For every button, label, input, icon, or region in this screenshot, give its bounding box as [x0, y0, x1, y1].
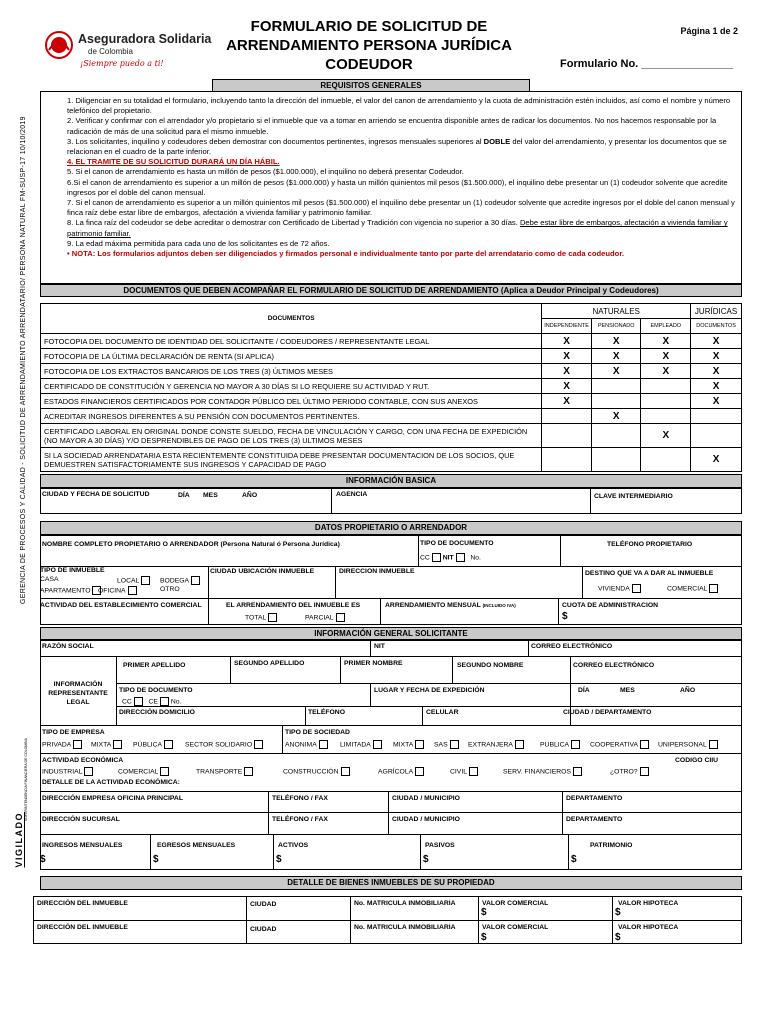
cuota-dollar: $: [562, 611, 568, 622]
agricola-checkbox[interactable]: [415, 767, 424, 776]
anonima-checkbox[interactable]: [319, 740, 328, 749]
ciudad-depto-label: CIUDAD / DEPARTAMENTO: [563, 709, 652, 716]
segundo-nombre-label: SEGUNDO NOMBRE: [457, 662, 524, 669]
table-row: [41, 349, 742, 364]
sidebar-form-code: GERENCIA DE PROCESOS Y CALIDAD - SOLICITUD DE ARRENDAMIENTO ARRENDATARIO/ PERSONA NATURAL FM-SUSP-17 10/10/2019: [20, 116, 27, 604]
doc-mark: [591, 448, 641, 472]
bien-matricula-label: No. MATRICULA INMOBILIARIA: [354, 900, 456, 907]
telefono-fax-label: TELÉFONO / FAX: [272, 795, 328, 802]
requisitos-title: REQUISITOS GENERALES: [212, 79, 530, 92]
doc-mark: X: [691, 364, 742, 379]
doc-mark: X: [641, 334, 691, 349]
rep-ce-checkbox[interactable]: [160, 697, 169, 706]
primer-apellido-label: PRIMER APELLIDO: [123, 662, 186, 669]
solicitante-box: [40, 640, 742, 870]
sector-solidario-checkbox[interactable]: [254, 740, 263, 749]
publica-checkbox[interactable]: [164, 740, 173, 749]
table-row: [41, 334, 742, 349]
nit-checkbox[interactable]: [456, 553, 465, 562]
arrendamiento-mensual-label: ARRENDAMIENTO MENSUAL: [385, 602, 481, 609]
bienes-title: DETALLE DE BIENES INMUEBLES DE SU PROPIEDAD: [40, 876, 742, 890]
doc-mark: [542, 424, 592, 448]
sas-checkbox[interactable]: [450, 740, 459, 749]
solicitante-title: INFORMACIÓN GENERAL SOLICITANTE: [40, 627, 742, 640]
publica2-checkbox[interactable]: [571, 740, 580, 749]
doc-mark: X: [591, 364, 641, 379]
doc-mark: [641, 379, 691, 394]
primer-nombre-label: PRIMER NOMBRE: [344, 660, 403, 667]
logo-name-2: de Colombia: [88, 47, 133, 56]
tipo-sociedad-label: TIPO DE SOCIEDAD: [285, 729, 350, 736]
doc-mark: X: [691, 334, 742, 349]
doc-mark: X: [641, 364, 691, 379]
extranjera-checkbox[interactable]: [515, 740, 524, 749]
el-arrendamiento-label: EL ARRENDAMIENTO DEL INMUEBLE ES: [226, 602, 361, 609]
tipo-empresa-label: TIPO DE EMPRESA: [42, 729, 105, 736]
tramite-warning: 4. EL TRAMITE DE SU SOLICITUD DURARÁ UN DÍA HÁBIL.: [67, 157, 280, 167]
company-logo: [40, 26, 212, 80]
destino-label: DESTINO QUE VA A DAR AL INMUEBLE: [585, 570, 714, 577]
doc-label: CERTIFICADO DE CONSTITUCIÓN Y GERENCIA NO MAYOR A 30 DÍAS SI LO REQUIERE SU ACTIVIDAD Y RUT.: [41, 379, 542, 394]
bien-direccion-label: DIRECCIÓN DEL INMUEBLE: [37, 900, 128, 907]
table-row: [41, 394, 742, 409]
civil-checkbox[interactable]: [469, 767, 478, 776]
propietario-title: DATOS PROPIETARIO O ARRENDADOR: [40, 521, 742, 535]
direccion-inmueble-label: DIRECCION INMUEBLE: [339, 568, 415, 575]
actividad-economica-label: ACTIVIDAD ECONÓMICA: [42, 757, 124, 764]
doc-label: FOTOCOPIA DEL DOCUMENTO DE IDENTIDAD DEL SOLICITANTE / CODEUDORES / REPRESENTANTE LEGAL: [41, 334, 542, 349]
serv-financieros-checkbox[interactable]: [573, 767, 582, 776]
logo-emblem-icon: [44, 30, 74, 60]
nit-label: NIT: [374, 643, 385, 650]
doc-mark: [641, 409, 691, 424]
doc-mark: X: [542, 364, 592, 379]
cuota-admin-label: CUOTA DE ADMINISTRACION: [562, 602, 659, 609]
limitada-checkbox[interactable]: [373, 740, 382, 749]
local-checkbox[interactable]: [141, 576, 150, 585]
doc-mark: X: [691, 379, 742, 394]
unipersonal-checkbox[interactable]: [709, 740, 718, 749]
construccion-checkbox[interactable]: [341, 767, 350, 776]
superintendencia-label: SUPERINTENDENCIA FINANCIERA DE COLOMBIA: [24, 738, 28, 822]
segundo-apellido-label: SEGUNDO APELLIDO: [234, 660, 305, 667]
table-row: [41, 379, 742, 394]
doc-mark: X: [691, 448, 742, 472]
nota-warning: • NOTA: Los formularios adjuntos deben ser diligenciados y firmados personal e individualmente tanto por parte del arrendatario como de cada codeudor.: [67, 249, 624, 259]
doc-mark: [641, 448, 691, 472]
egresos-label: EGRESOS MENSUALES: [157, 842, 236, 849]
direccion-sucursal-label: DIRECCIÓN SUCURSAL: [42, 816, 120, 823]
dia-label: DÍA: [178, 492, 190, 499]
rep-cc-checkbox[interactable]: [134, 697, 143, 706]
otro-checkbox[interactable]: [640, 767, 649, 776]
doc-mark: [641, 394, 691, 409]
ingresos-label: INGRESOS MENSUALES: [42, 842, 123, 849]
cooperativa-checkbox[interactable]: [640, 740, 649, 749]
doc-mark: [691, 409, 742, 424]
tipo-inmueble-label: TIPO DE INMUEBLE: [40, 567, 105, 574]
doc-label: SI LA SOCIEDAD ARRENDATARIA ESTA RECIENTEMENTE CONSTITUIDA DEBE PRESENTAR DOCUMENTACION DE LOS SOCIOS, QUE DEMUESTREN SATISFACTORIAMENTE SUS INGRESOS Y CAPACIDAD DE PAGO: [41, 448, 542, 472]
nombre-propietario-label: NOMBRE COMPLETO PROPIETARIO O ARRENDADOR (Persona Natural ó Persona Jurídica): [42, 541, 340, 548]
bien-valor-hipoteca-label: VALOR HIPOTECA: [618, 900, 679, 907]
table-row: [41, 364, 742, 379]
doc-mark: [591, 424, 641, 448]
clave-label: CLAVE INTERMEDIARIO: [594, 493, 673, 500]
documentos-title: DOCUMENTOS QUE DEBEN ACOMPAÑAR EL FORMULARIO DE SOLICITUD DE ARRENDAMIENTO (Aplica a Deudor Principal y Codeudores): [40, 284, 742, 297]
doc-mark: X: [591, 409, 641, 424]
doc-mark: X: [591, 349, 641, 364]
bodega-checkbox[interactable]: [191, 576, 200, 585]
doc-mark: X: [542, 379, 592, 394]
bien-valor-comercial-label: VALOR COMERCIAL: [482, 900, 549, 907]
doc-label: ESTADOS FINANCIEROS CERTIFICADOS POR CONTADOR PÚBLICO DEL ÚLTIMO PERIODO CONTABLE, CON SUS ANEXOS: [41, 394, 542, 409]
requisitos-box: 1. Diligenciar en su totalidad el formulario, incluyendo tanto la dirección del inmueble, el valor del canon de arrendamiento y la cuota de administración estén incluidos, así como el nombre y número telefónico del propietario. 2. Verificar y confirmar con el arrendador y/o propietario si el inmueble que va a tomar en arriendo se encuentra disponible antes de radicar los documentos. No nos hacemos responsable por la radicación de más de una solicitud para el mismo inmueble. 3. Los solicitantes, inquilino y codeudores deben demostrar con documentos pertinentes, ingresos mensuales superiores al DOBLE del valor del arrendamiento, y presentar los documentos que se relacionan en el cuadro de la parte inferior. 4. EL TRAMITE DE SU SOLICITUD DURARÁ UN DÍA HÁBIL. 5. Si el canon de arrendamiento es hasta un millón de pesos ($1.000.000), el inquilino no deberá presentar Codeudor. 6.Si el canon de arrendamiento es superior a un millón de pesos ($1.000.000) y hasta un millón quinientos mil pesos ($1.500.000), el inquilino debe presentar un (1) codeudor solvente que acredite ingresos por el doble del canon mensual. 7. Si el canon de arrendamiento es superior a un millón quinientos mil pesos ($1.500.000) el inquilino debe presentar un (1) codeudor solvente que acredite ingresos por el doble del canon mensual y finca raíz debe estar libre de embargos, afectación a vivienda familiar y patrimonio familiar. 8. La finca raíz del codeudor se debe acreditar o demostrar con Certificado de Libertad y Tradición con vigencia no superior a 30 días. Debe estar libre de embargos, afectación a vivienda familiar y patrimonio familiar. 9. La edad máxima permitida para cada uno de los solicitantes es de 72 años. • NOTA: Los formularios adjuntos deben ser diligenciados y firmados personal e individualmente tanto por parte del arrendatario como de cada codeudor.: [40, 91, 742, 284]
doc-mark: [591, 394, 641, 409]
telefono-rep-label: TELÉFONO: [308, 709, 346, 716]
table-row: [41, 424, 742, 448]
razon-social-label: RAZÓN SOCIAL: [42, 643, 94, 650]
table-row: [41, 409, 742, 424]
table-row: [41, 448, 742, 472]
activos-label: ACTIVOS: [278, 842, 309, 849]
vivienda-checkbox[interactable]: [632, 584, 641, 593]
ciudad-municipio-label: CIUDAD / MUNICIPIO: [392, 795, 460, 802]
privada-checkbox[interactable]: [73, 740, 82, 749]
info-representante-label: INFORMACIÓN REPRESENTANTE LEGAL: [48, 681, 108, 706]
doc-label: CERTIFICADO LABORAL EN ORIGINAL DONDE CONSTE SUELDO, FECHA DE VINCULACIÓN Y CARGO, CON UNA FECHA DE EXPEDICIÓN (NO MAYOR A 30 DÍAS) Y/O DESPRENDIBLES DE PAGO DE LOS TRES (3) ULTIMOS MESES: [41, 424, 542, 448]
oficina-checkbox[interactable]: [128, 586, 137, 595]
doc-mark: X: [542, 349, 592, 364]
cc-checkbox[interactable]: [432, 553, 441, 562]
doc-label: FOTOCOPIA DE LOS EXTRACTOS BANCARIOS DE LOS TRES (3) ÚLTIMOS MESES: [41, 364, 542, 379]
direccion-domicilio-label: DIRECCIÓN DOMICILIO: [119, 709, 195, 716]
documentos-table: DOCUMENTOS NATURALES JURÍDICAS INDEPENDIENTE PENSIONADO EMPLEADO DOCUMENTOS FOTOCOPIA DEL DOCUMENTO DE IDENTIDAD DEL SOLICITANTE / CODEUDORES / REPRESENTANTE LEGAL X X X X FOTOCOPIA DE LA ÚLTIMA DECLARACIÓN DE RENTA (SI APLICA) X X X X FOTOCOPIA DE LOS EXTRACTOS BANCARIOS DE LOS TRES (3) ÚLTIMOS MESES X X X X CERTIFICADO DE CONSTITUCIÓN Y GERENCIA NO MAYOR A 30 DÍAS SI LO REQUIERE SU ACTIVIDAD Y RUT. X X ESTADOS FINANCIEROS CERTIFICADOS POR CONTADOR PÚBLICO DEL ÚLTIMO PERIODO CONTABLE, CON SUS ANEXOS X X ACREDITAR INGRESOS DIFERENTES A SU PENSIÓN CON DOCUMENTOS PERTINENTES. X CERTIFICADO LABORAL EN ORIGINAL DONDE CONSTE SUELDO, FECHA DE VINCULACIÓN Y CARGO, CON UNA FECHA DE EXPEDICIÓN (NO MAYOR A 30 DÍAS) Y/O DESPRENDIBLES DE PAGO DE LOS TRES (3) ULTIMOS MESES X SI LA SOCIEDAD ARRENDATARIA ESTA RECIENTEMENTE CONSTITUIDA DEBE PRESENTAR DOCUMENTACION DE LOS SOCIOS, QUE DEMUESTREN SATISFACTORIAMENTE SUS INGRESOS Y CAPACIDAD DE PAGO X: [40, 303, 742, 472]
celular-label: CELULAR: [426, 709, 459, 716]
page-number: Página 1 de 2: [680, 26, 738, 36]
ano-label: AÑO: [242, 492, 258, 499]
industrial-checkbox[interactable]: [84, 767, 93, 776]
comercial2-checkbox[interactable]: [160, 767, 169, 776]
departamento-label: DEPARTAMENTO: [566, 795, 623, 802]
doc-mark: [542, 409, 592, 424]
doc-mark: X: [542, 394, 592, 409]
vigilado-label: VIGILADO: [14, 812, 24, 868]
telefono-propietario-label: TELÉFONO PROPIETARIO: [607, 541, 693, 548]
doc-mark: X: [641, 349, 691, 364]
doc-mark: X: [691, 349, 742, 364]
direccion-principal-label: DIRECCIÓN EMPRESA OFICINA PRINCIPAL: [42, 795, 183, 802]
doc-mark: [691, 424, 742, 448]
page-title: FORMULARIO DE SOLICITUD DE ARRENDAMIENTO PERSONA JURÍDICA CODEUDOR: [226, 18, 512, 73]
pasivos-label: PASIVOS: [425, 842, 455, 849]
doc-mark: [542, 448, 592, 472]
doc-mark: X: [691, 394, 742, 409]
correo-rep-label: CORREO ELECTRÓNICO: [573, 662, 655, 669]
doc-label: FOTOCOPIA DE LA ÚLTIMA DECLARACIÓN DE RENTA (SI APLICA): [41, 349, 542, 364]
bien-ciudad-label: CIUDAD: [250, 901, 277, 908]
lugar-fecha-label: LUGAR Y FECHA DE EXPEDICIÓN: [374, 687, 485, 694]
doc-label: ACREDITAR INGRESOS DIFERENTES A SU PENSIÓN CON DOCUMENTOS PERTINENTES.: [41, 409, 542, 424]
logo-name: Aseguradora Solidaria: [78, 32, 212, 46]
ciudad-ubicacion-label: CIUDAD UBICACIÓN INMUEBLE: [210, 568, 315, 575]
form-number: Formulario No. _______________: [560, 58, 734, 70]
mixta2-checkbox[interactable]: [415, 740, 424, 749]
comercial-checkbox[interactable]: [709, 584, 718, 593]
transporte-checkbox[interactable]: [244, 767, 253, 776]
logo-slogan: ¡Siempre puedo a ti!: [80, 59, 164, 68]
parcial-checkbox[interactable]: [336, 613, 345, 622]
doc-mark: X: [591, 334, 641, 349]
correo-label: CORREO ELECTRÓNICO: [531, 643, 613, 650]
mes-label: MES: [203, 492, 218, 499]
agencia-label: AGENCIA: [336, 491, 368, 498]
doc-mark: X: [641, 424, 691, 448]
basica-title: INFORMACIÓN BASICA: [40, 474, 742, 488]
ciudad-fecha-label: CIUDAD Y FECHA DE SOLICITUD: [42, 491, 150, 498]
tipo-doc-label: TIPO DE DOCUMENTO: [420, 540, 494, 547]
codigo-ciiu-label: CODIGO CIIU: [675, 757, 719, 764]
patrimonio-label: PATRIMONIO: [590, 842, 633, 849]
actividad-label: ACTIVIDAD DEL ESTABLECIMIENTO COMERCIAL: [40, 602, 202, 609]
doc-mark: X: [542, 334, 592, 349]
mixta-checkbox[interactable]: [113, 740, 122, 749]
doc-mark: [591, 379, 641, 394]
detalle-actividad-label: DETALLE DE LA ACTIVIDAD ECONÓMICA:: [42, 779, 180, 786]
tipo-documento-label: TIPO DE DOCUMENTO: [119, 687, 193, 694]
total-checkbox[interactable]: [268, 613, 277, 622]
